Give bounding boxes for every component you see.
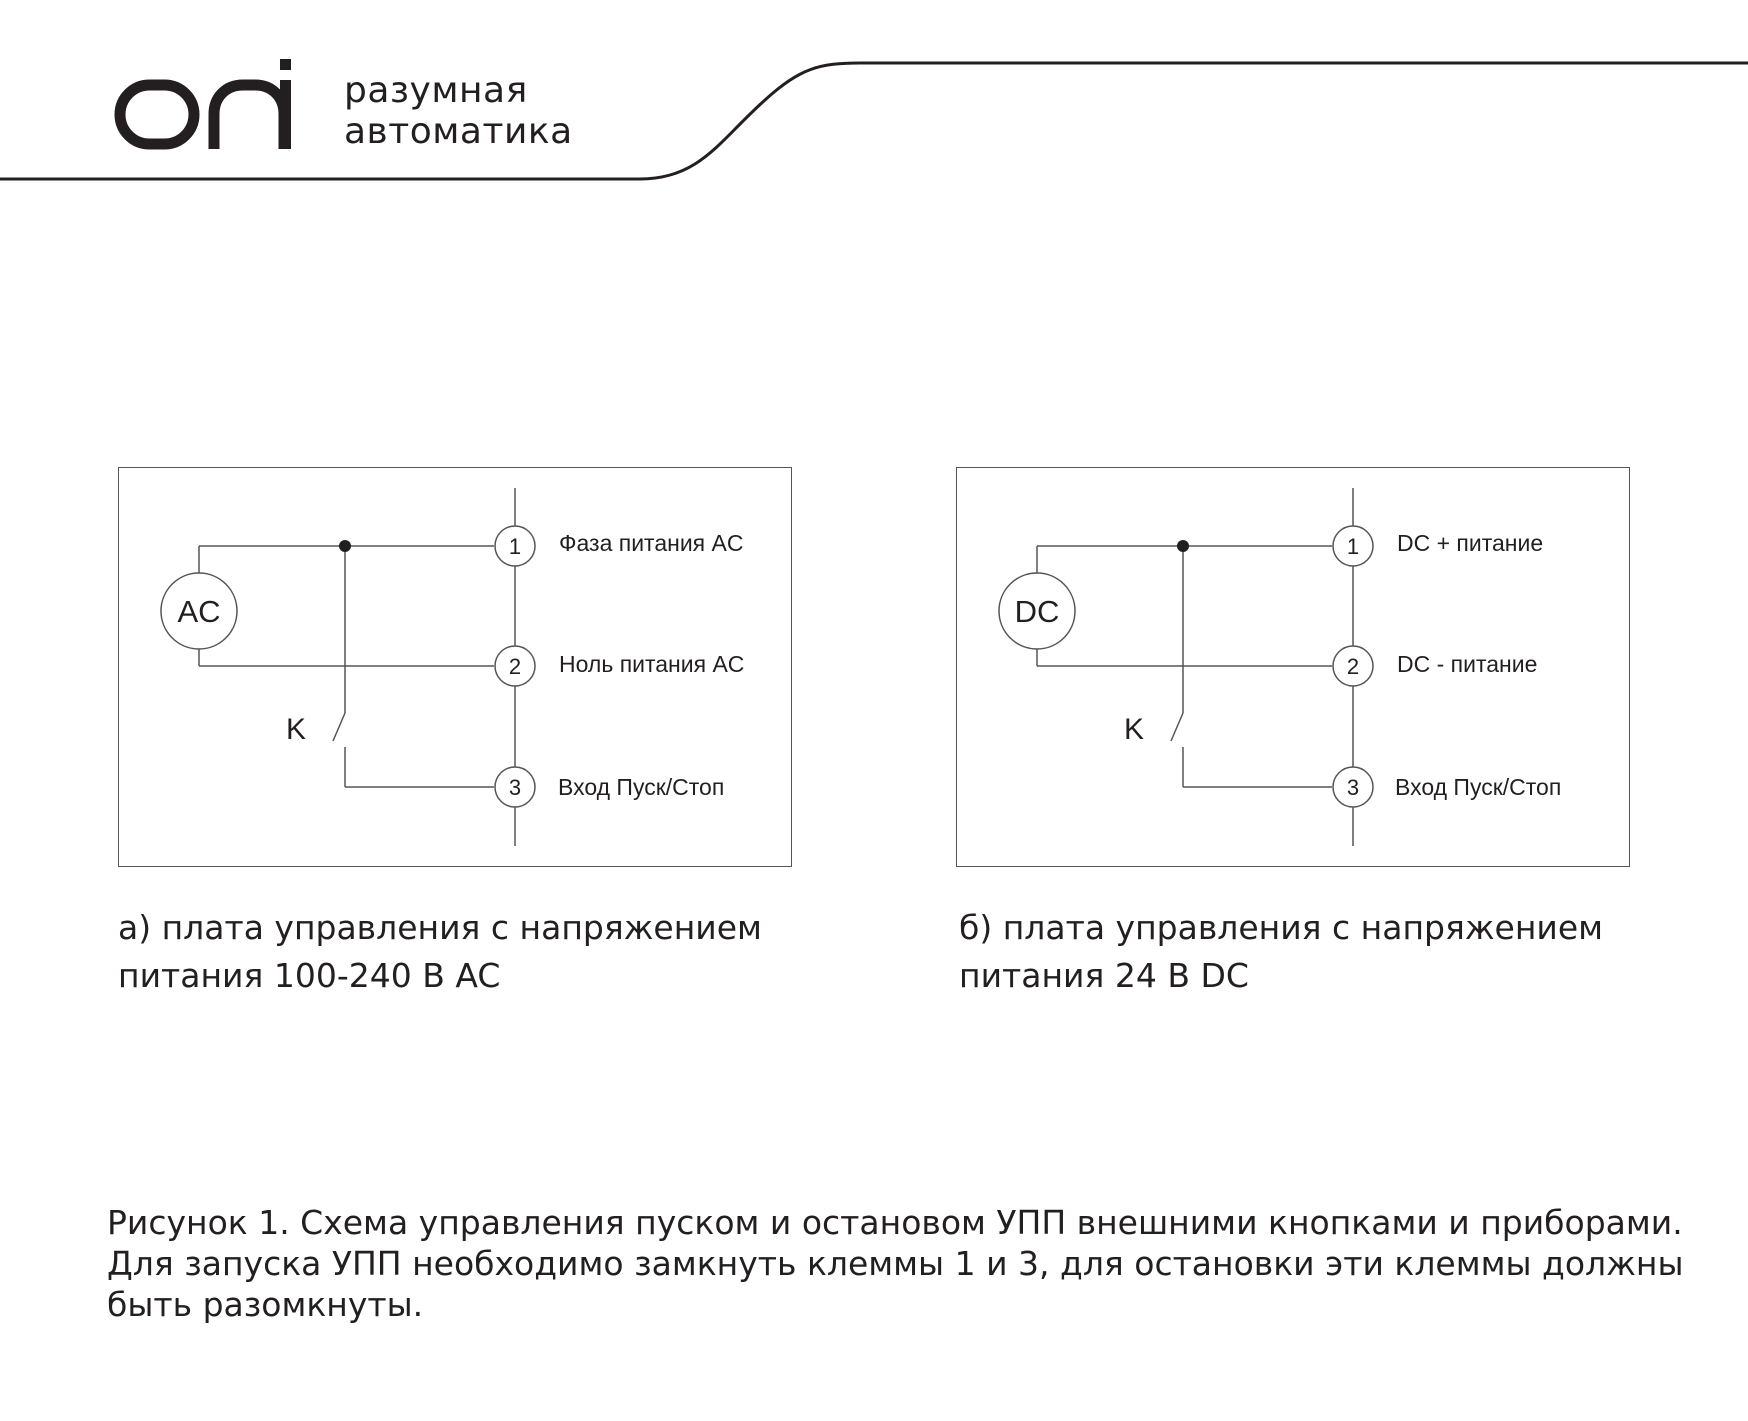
wiring-diagram-ac — [118, 467, 792, 867]
diagram-a-caption — [118, 904, 762, 1000]
figure-caption-line-1: Рисунок 1. Схема управления пуском и остановом УПП внешними кнопками и приборами. — [107, 1203, 1683, 1242]
wiring-diagram-dc — [956, 467, 1630, 867]
switch-label: K — [1123, 713, 1145, 746]
terminal-2-label: Ноль питания AC — [559, 651, 745, 677]
source-label: DC — [1014, 594, 1060, 629]
source-label: AC — [177, 594, 221, 629]
tagline-line-1: разумная — [344, 70, 528, 111]
terminal-1-number: 1 — [1346, 534, 1360, 559]
switch-contact — [1171, 713, 1183, 741]
terminal-2-number: 2 — [1346, 654, 1360, 679]
header-graphic — [0, 0, 1748, 200]
switch-contact — [333, 713, 345, 741]
junction-dot — [1177, 540, 1189, 552]
terminal-3-label: Вход Пуск/Стоп — [558, 774, 725, 800]
terminal-1-label: DC + питание — [1397, 530, 1544, 556]
terminal-2-number: 2 — [508, 654, 522, 679]
caption-line-2: питания 100-240 В AC — [118, 956, 501, 995]
tagline-line-2: автоматика — [344, 111, 573, 152]
terminal-1-label: Фаза питания AC — [559, 530, 744, 556]
caption-line-1: а) плата управления с напряжением — [118, 908, 762, 947]
terminal-3-number: 3 — [508, 775, 522, 800]
terminal-2-label: DC - питание — [1397, 651, 1538, 677]
diagram-b-caption — [959, 904, 1604, 1000]
caption-line-2: питания 24 В DC — [959, 956, 1249, 995]
brand-tagline — [344, 70, 573, 152]
figure-caption-line-3: быть разомкнуты. — [107, 1285, 424, 1324]
terminal-1-number: 1 — [508, 534, 522, 559]
switch-label: K — [285, 713, 307, 746]
oni-logo — [120, 59, 291, 149]
terminal-3-label: Вход Пуск/Стоп — [1395, 774, 1562, 800]
caption-line-1: б) плата управления с напряжением — [959, 908, 1604, 947]
figure-caption — [107, 1202, 1684, 1325]
figure-caption-line-2: Для запуска УПП необходимо замкнуть клеммы 1 и 3, для остановки эти клеммы должны — [107, 1244, 1684, 1283]
terminal-3-number: 3 — [1346, 775, 1360, 800]
junction-dot — [339, 540, 351, 552]
